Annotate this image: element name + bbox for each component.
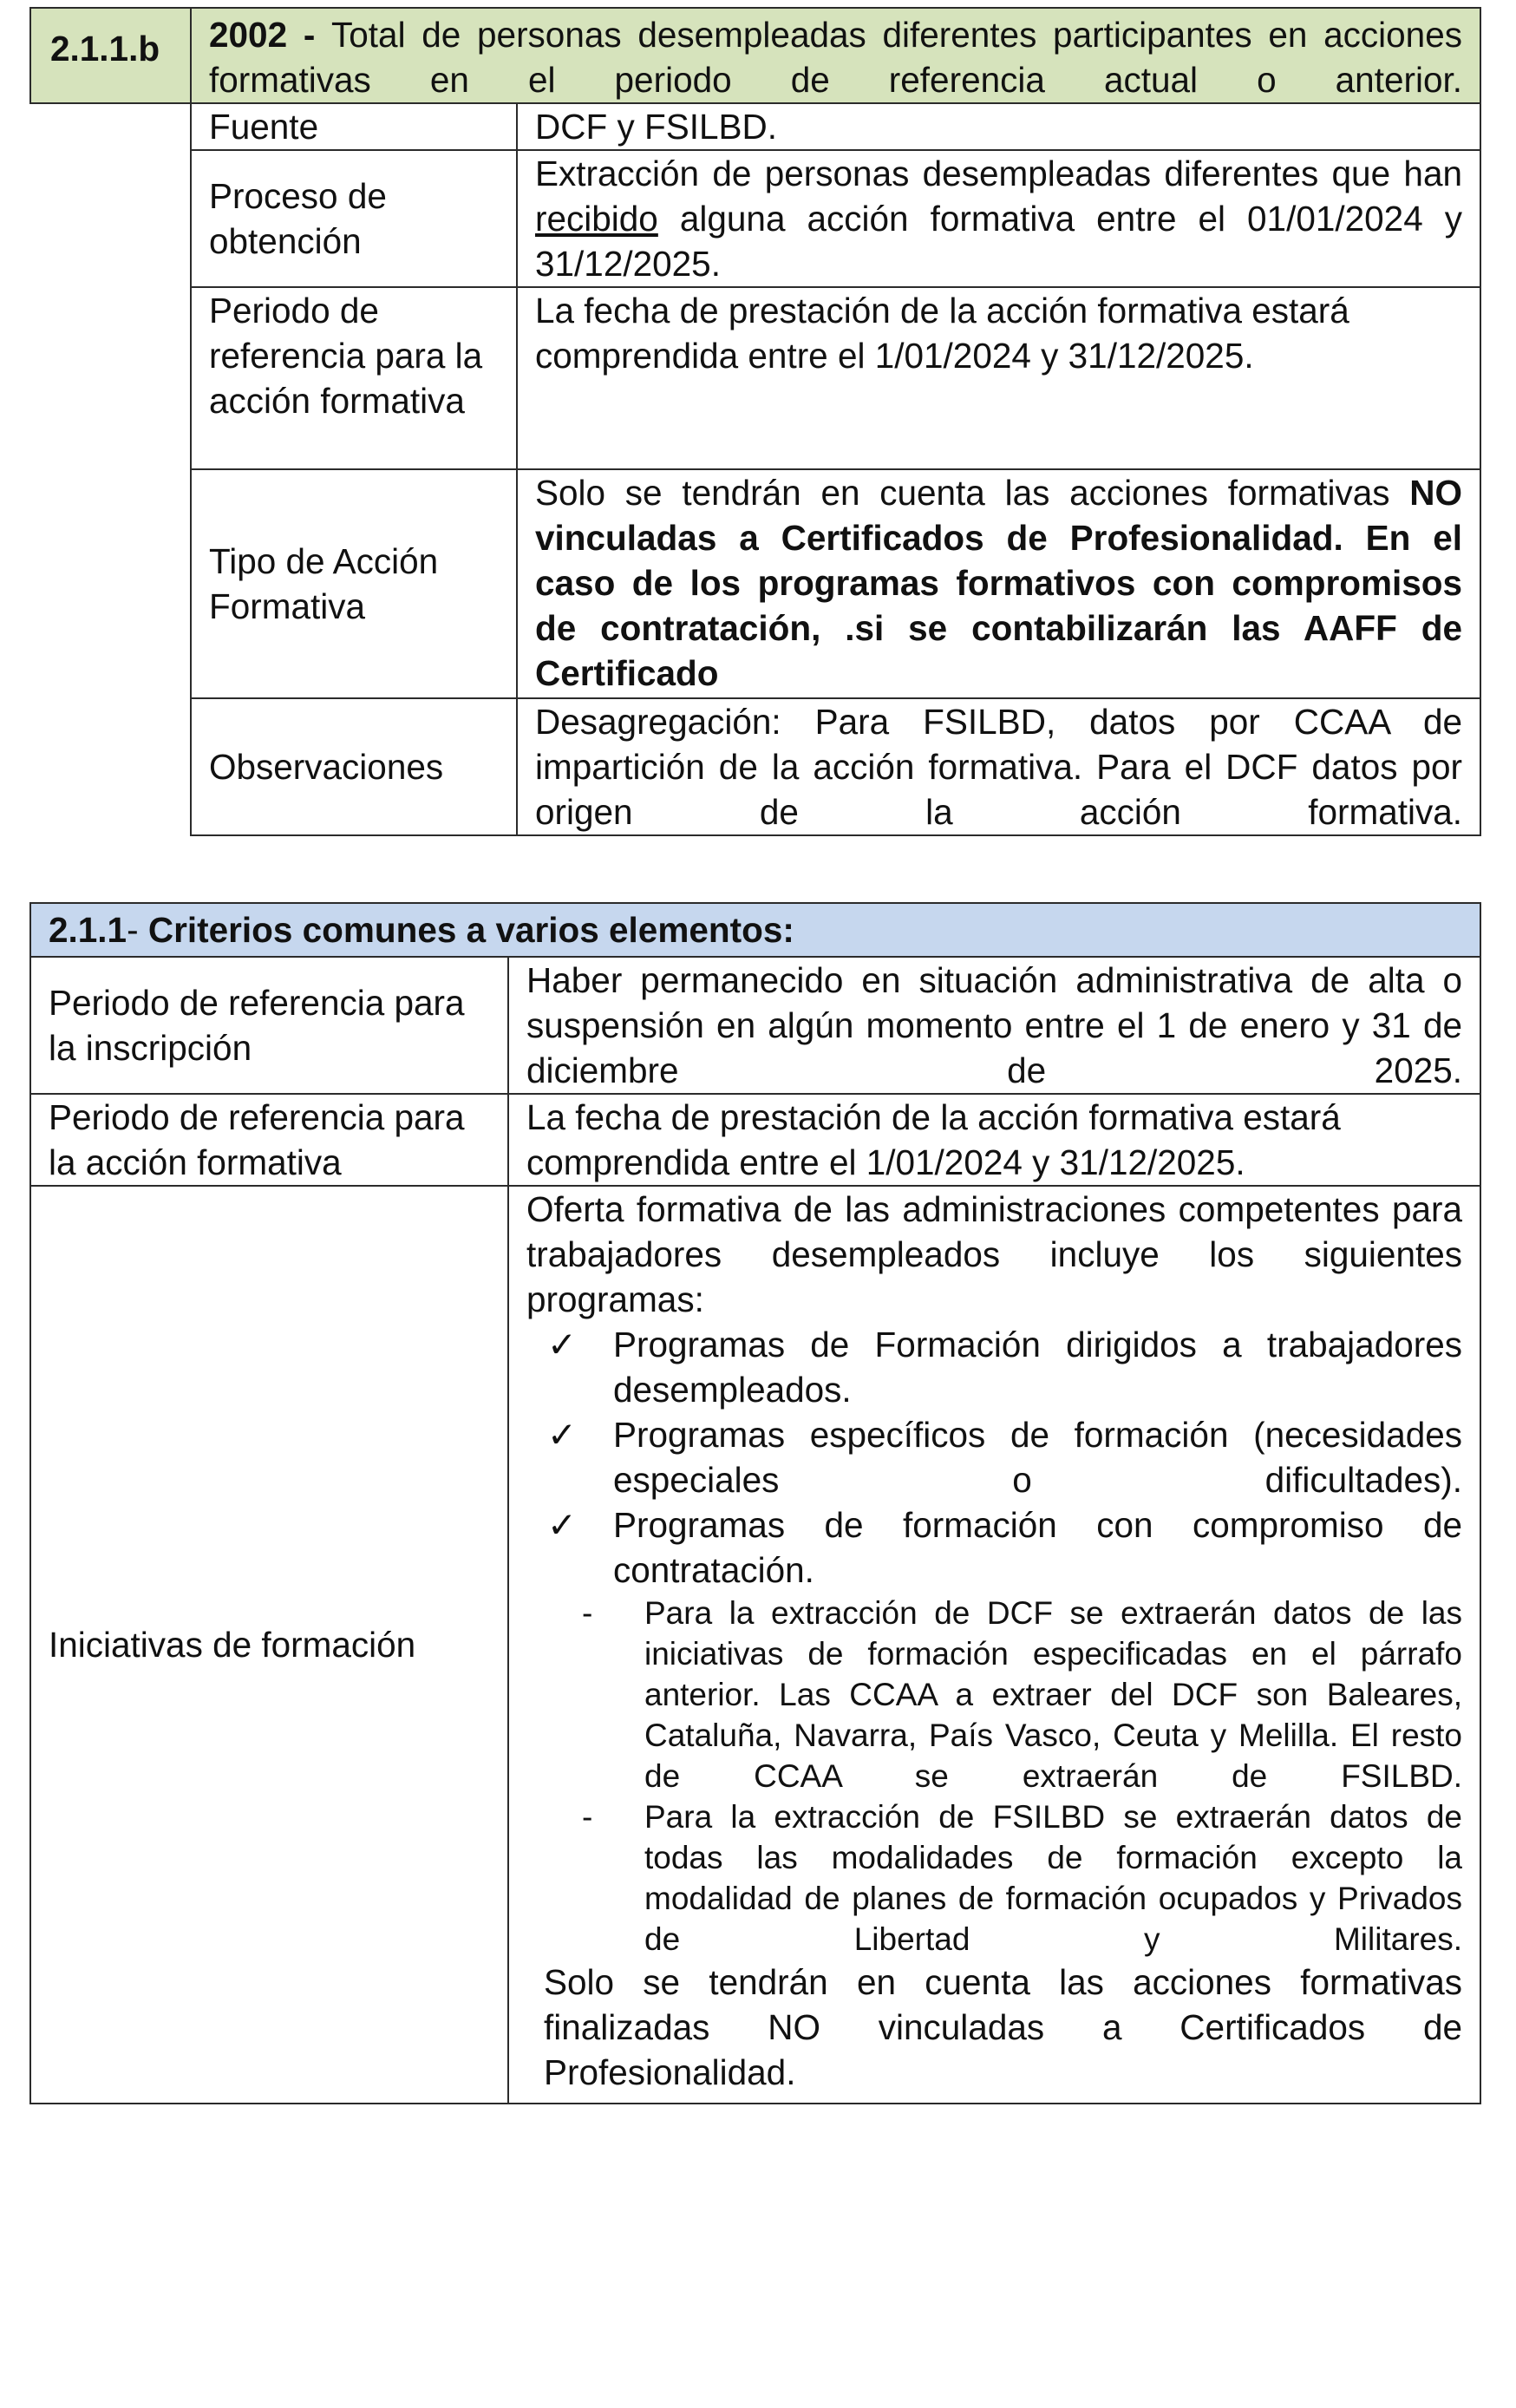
value-inscripcion: Haber permanecido en situación administrativa de alta o suspensión en algún momento entre el 1 de enero y 31 de diciembre de 2025.	[508, 957, 1480, 1094]
common-criteria-title	[30, 903, 1480, 957]
list-item: ✓ Programas de formación con compromiso de contratación.	[526, 1502, 1462, 1593]
list-item: ✓ Programas de Formación dirigidos a trabajadores desempleados.	[526, 1322, 1462, 1412]
label-iniciativas: Iniciativas de formación	[30, 1186, 508, 2104]
value-proceso: Extracción de personas desempleadas diferentes que han recibido alguna acción formativa entre el 01/01/2024 y 31/12/2025.	[517, 150, 1480, 287]
indicator-title-text: Total de personas desempleadas diferentes participantes en acciones formativas en el periodo de referencia actual o anterior.	[209, 15, 1462, 100]
value-accion: La fecha de prestación de la acción formativa estará comprendida entre el 1/01/2024 y 31/12/2025.	[508, 1094, 1480, 1186]
underlined-word: recibido	[535, 199, 658, 239]
value-periodo: La fecha de prestación de la acción formativa estará comprendida entre el 1/01/2024 y 31/12/2025.	[517, 287, 1480, 469]
checkmark-icon: ✓	[547, 1505, 577, 1545]
indicator-header-row	[30, 8, 1480, 103]
value-iniciativas	[508, 1186, 1480, 2104]
label-tipo: Tipo de Acción Formativa	[191, 469, 517, 698]
label-fuente: Fuente	[191, 103, 517, 150]
list-item: ✓ Programas específicos de formación (necesidades especiales o dificultades).	[526, 1412, 1462, 1502]
dash-bullet-icon: -	[582, 1595, 593, 1631]
label-accion: Periodo de referencia para la acción formativa	[30, 1094, 508, 1186]
list-item: - Para la extracción de DCF se extraerán datos de las iniciativas de formación especificadas en el párrafo anterior. Las CCAA a extraer del DCF son Baleares, Cataluña, Navarra, País Vasco, Ceuta y Melilla. El resto de CCAA se extraerán de FSILBD.	[526, 1593, 1462, 1796]
row-inscripcion	[30, 957, 1480, 1094]
criteria-title-text: Criterios comunes a varios elementos:	[147, 910, 794, 950]
common-criteria-header-row	[30, 903, 1480, 957]
row-proceso	[30, 150, 1480, 287]
checkmark-icon: ✓	[547, 1415, 577, 1455]
common-criteria-table	[29, 902, 1481, 2104]
value-fuente: DCF y FSILBD.	[517, 103, 1480, 150]
row-periodo	[30, 287, 1480, 469]
label-inscripcion: Periodo de referencia para la inscripción	[30, 957, 508, 1094]
row-accion	[30, 1094, 1480, 1186]
iniciativas-closing: Solo se tendrán en cuenta las acciones formativas finalizadas NO vinculadas a Certificados de Profesionalidad.	[544, 1962, 1463, 2092]
criteria-separator: -	[127, 910, 148, 950]
row-fuente	[30, 103, 1480, 150]
label-proceso: Proceso de obtención	[191, 150, 517, 287]
extraction-notes	[526, 1593, 1462, 1960]
indicator-table-2-1-1-b	[29, 7, 1481, 836]
row-iniciativas	[30, 1186, 1480, 2104]
indicator-code: 2002	[209, 15, 288, 55]
value-tipo-bold: NO vinculadas a Certificados de Profesionalidad. En el caso de los programas formativos con compromisos de contratación, .si se contabilizarán las AAFF de Certificado	[535, 473, 1462, 693]
program-checklist	[526, 1322, 1462, 1593]
iniciativas-intro: Oferta formativa de las administraciones competentes para trabajadores desempleados incluye los siguientes programas:	[526, 1189, 1463, 1319]
value-tipo: Solo se tendrán en cuenta las acciones formativas NO vinculadas a Certificados de Profesionalidad. En el caso de los programas formativos con compromisos de contratación, .si se contabilizarán las AAFF de Certificado	[517, 469, 1480, 698]
row-tipo	[30, 469, 1480, 698]
row-observaciones	[30, 698, 1480, 835]
checkmark-icon: ✓	[547, 1325, 577, 1364]
label-observaciones: Observaciones	[191, 698, 517, 835]
indicator-title-separator: -	[287, 15, 332, 55]
indicator-title	[191, 8, 1480, 103]
indicator-id: 2.1.1.b	[30, 8, 191, 103]
list-item: - Para la extracción de FSILBD se extraerán datos de todas las modalidades de formación excepto la modalidad de planes de formación ocupados y Privados de Libertad y Militares.	[526, 1796, 1462, 1960]
criteria-code: 2.1.1	[49, 910, 127, 950]
dash-bullet-icon: -	[582, 1799, 593, 1835]
label-periodo: Periodo de referencia para la acción formativa	[191, 287, 517, 469]
value-observaciones: Desagregación: Para FSILBD, datos por CCAA de impartición de la acción formativa. Para el DCF datos por origen de la acción formativa.	[517, 698, 1480, 835]
